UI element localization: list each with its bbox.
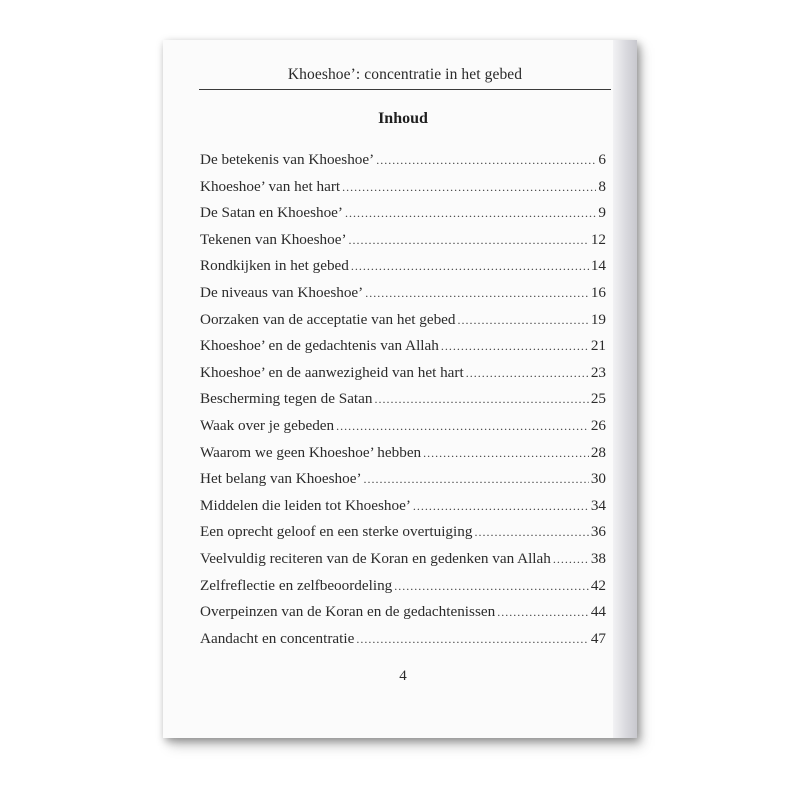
toc-entry-page: 28 [590,443,606,461]
toc-entry-label: Bescherming tegen de Satan [200,390,373,408]
toc-entry-page: 21 [590,337,606,355]
header-rule [199,89,611,90]
toc-entry-page: 30 [590,470,606,488]
toc-entry[interactable] [200,284,606,311]
toc-entry-page: 34 [590,496,606,514]
toc-entry-label: Middelen die leiden tot Khoeshoe’ [200,496,411,514]
dot-leader [365,286,589,301]
dot-leader [342,180,596,195]
toc-entry-page: 8 [598,177,606,195]
dot-leader [466,366,589,381]
dot-leader [413,499,589,514]
toc-entry-label: De Satan en Khoeshoe’ [200,204,343,222]
toc-entry-page: 14 [590,257,606,275]
running-header: Khoeshoe’: concentratie in het gebed [287,66,523,83]
toc-entry-label: Veelvuldig reciteren van de Koran en gedenken van Allah [200,549,551,567]
toc-entry-page: 12 [590,230,606,248]
toc-entry-page: 16 [590,283,606,301]
dot-leader [349,233,589,248]
toc-entry-label: Aandacht en concentratie [200,629,355,647]
dot-leader [364,472,589,487]
toc-entry[interactable] [200,523,606,550]
toc-entry[interactable] [200,151,606,178]
table-of-contents [200,151,606,656]
dot-leader [394,579,589,594]
toc-entry[interactable] [200,577,606,604]
toc-entry[interactable] [200,337,606,364]
toc-entry[interactable] [200,364,606,391]
toc-entry[interactable] [200,630,606,657]
toc-entry-page: 6 [598,151,606,168]
toc-entry-page: 44 [590,603,606,621]
toc-entry[interactable] [200,257,606,284]
dot-leader [376,153,596,168]
toc-entry-page: 9 [598,204,606,222]
toc-entry-label: Khoeshoe’ en de aanwezigheid van het hart [200,363,464,381]
toc-entry-page: 26 [590,416,606,434]
dot-leader [351,259,589,274]
dot-leader [336,419,589,434]
toc-entry[interactable] [200,390,606,417]
toc-entry[interactable] [200,178,606,205]
toc-entry-label: De betekenis van Khoeshoe’ [200,151,375,168]
toc-entry-page: 38 [590,549,606,567]
dot-leader [345,206,596,221]
toc-entry-label: Khoeshoe’ en de gedachtenis van Allah [200,337,439,355]
dot-leader [553,552,589,567]
toc-entry-label: Het belang van Khoeshoe’ [200,470,362,488]
toc-entry-label: De niveaus van Khoeshoe’ [200,283,364,301]
toc-entry-label: Oorzaken van de acceptatie van het gebed [200,310,456,328]
toc-entry[interactable] [200,311,606,338]
toc-entry-label: Rondkijken in het gebed [200,257,349,275]
toc-entry-label: Zelfreflectie en zelfbeoordeling [200,576,393,594]
toc-entry-label: Een oprecht geloof en een sterke overtuiging [200,523,473,541]
toc-entry-page: 47 [590,629,606,647]
toc-entry-label: Overpeinzen van de Koran en de gedachtenissen [200,603,496,621]
toc-entry-label: Waak over je gebeden [200,416,335,434]
page-number: 4 [399,668,407,684]
toc-entry-label: Khoeshoe’ van het hart [200,177,341,195]
toc-entry-page: 25 [590,390,606,408]
toc-entry[interactable] [200,204,606,231]
dot-leader [458,313,589,328]
toc-entry[interactable] [200,444,606,471]
toc-entry[interactable] [200,603,606,630]
toc-entry-page: 42 [590,576,606,594]
dot-leader [474,525,588,540]
toc-entry[interactable] [200,550,606,577]
toc-entry[interactable] [200,231,606,258]
toc-entry[interactable] [200,497,606,524]
dot-leader [375,392,589,407]
toc-entry-page: 23 [590,363,606,381]
dot-leader [441,339,589,354]
dot-leader [497,605,589,620]
dot-leader [356,632,588,647]
dot-leader [423,446,589,461]
book-page [163,40,637,738]
toc-entry-label: Waarom we geen Khoeshoe’ hebben [200,443,422,461]
toc-entry[interactable] [200,417,606,444]
toc-entry-page: 36 [590,523,606,541]
toc-entry[interactable] [200,470,606,497]
toc-entry-page: 19 [590,310,606,328]
page-edge [613,40,637,738]
toc-title: Inhoud [378,110,428,127]
toc-entry-label: Tekenen van Khoeshoe’ [200,230,347,248]
